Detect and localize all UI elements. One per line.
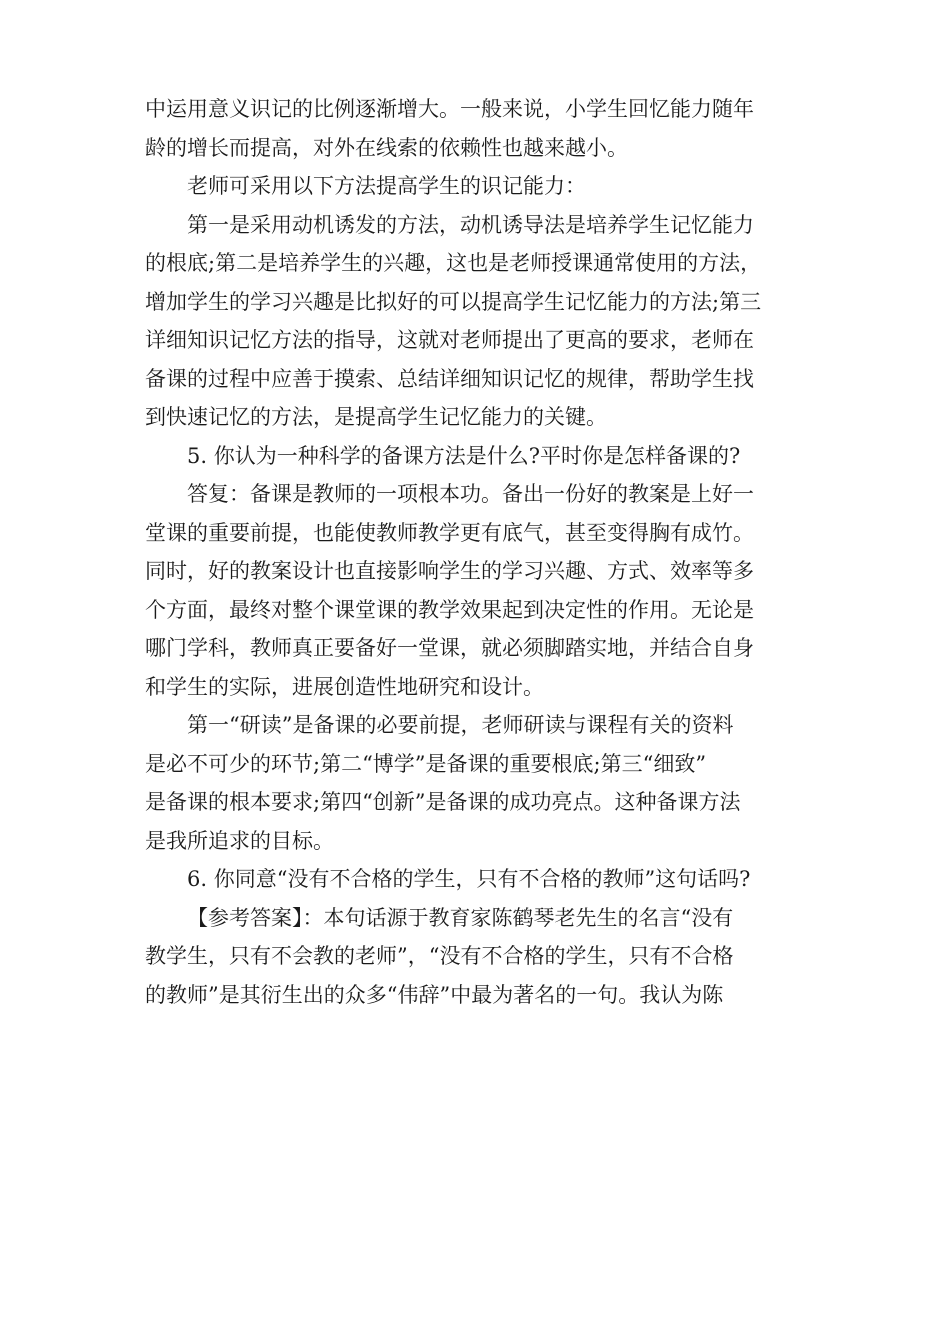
text-line-7: 详细知识记忆方法的指导，这就对老师提出了更高的要求，老师在 <box>145 328 754 352</box>
text-line-16: 和学生的实际，进展创造性地研究和设计。 <box>145 674 544 699</box>
text-line-5: 的根底;第二是培养学生的兴趣，这也是老师授课通常使用的方法， <box>145 251 762 275</box>
text-line-4: 第一是采用动机诱发的方法，动机诱导法是培养学生记忆能力 <box>187 212 754 237</box>
text-line-19: 是备课的根本要求;第四“创新”是备课的成功亮点。这种备课方法 <box>145 790 741 814</box>
text-line-2: 龄的增长而提高，对外在线索的依赖性也越来越小。 <box>145 135 628 160</box>
text-line-24: 的教师”是其衍生出的众多“伟辞”中最为著名的一句。我认为陈 <box>145 982 724 1007</box>
question-5-heading: 5. 你认为一种科学的备课方法是什么?平时你是怎样备课的? <box>187 443 741 468</box>
text-line-15: 哪门学科，教师真正要备好一堂课，就必须脚踏实地，并结合自身 <box>145 636 754 660</box>
text-line-11: 答复：备课是教师的一项根本功。备出一份好的教案是上好一 <box>187 482 754 506</box>
text-line-6: 增加学生的学习兴趣是比拟好的可以提高学生记忆能力的方法;第三 <box>145 289 762 314</box>
text-line-22: 【参考答案】：本句话源于教育家陈鹤琴老先生的名言“没有 <box>187 905 734 930</box>
text-line-3: 老师可采用以下方法提高学生的识记能力： <box>187 174 586 198</box>
question-6-heading: 6. 你同意“没有不合格的学生，只有不合格的教师”这句话吗? <box>187 867 751 891</box>
text-line-13: 同时，好的教案设计也直接影响学生的学习兴趣、方式、效率等多 <box>145 559 754 583</box>
text-line-8: 备课的过程中应善于摸索、总结详细知识记忆的规律，帮助学生找 <box>145 366 754 391</box>
text-line-23: 教学生，只有不会教的老师”，“没有不合格的学生，只有不合格 <box>145 944 734 968</box>
text-line-14: 个方面，最终对整个课堂课的教学效果起到决定性的作用。无论是 <box>145 597 754 622</box>
text-line-18: 是必不可少的环节;第二“博学”是备课的重要根底;第三“细致” <box>145 751 707 776</box>
text-line-17: 第一“研读”是备课的必要前提，老师研读与课程有关的资料 <box>187 713 734 737</box>
text-line-12: 堂课的重要前提，也能使教师教学更有底气，甚至变得胸有成竹。 <box>145 520 754 545</box>
body-text <box>145 90 825 1014</box>
text-line-20: 是我所追求的目标。 <box>145 828 334 853</box>
text-line-1: 中运用意义识记的比例逐渐增大。一般来说，小学生回忆能力随年 <box>145 97 754 121</box>
text-line-9: 到快速记忆的方法，是提高学生记忆能力的关键。 <box>145 405 607 429</box>
